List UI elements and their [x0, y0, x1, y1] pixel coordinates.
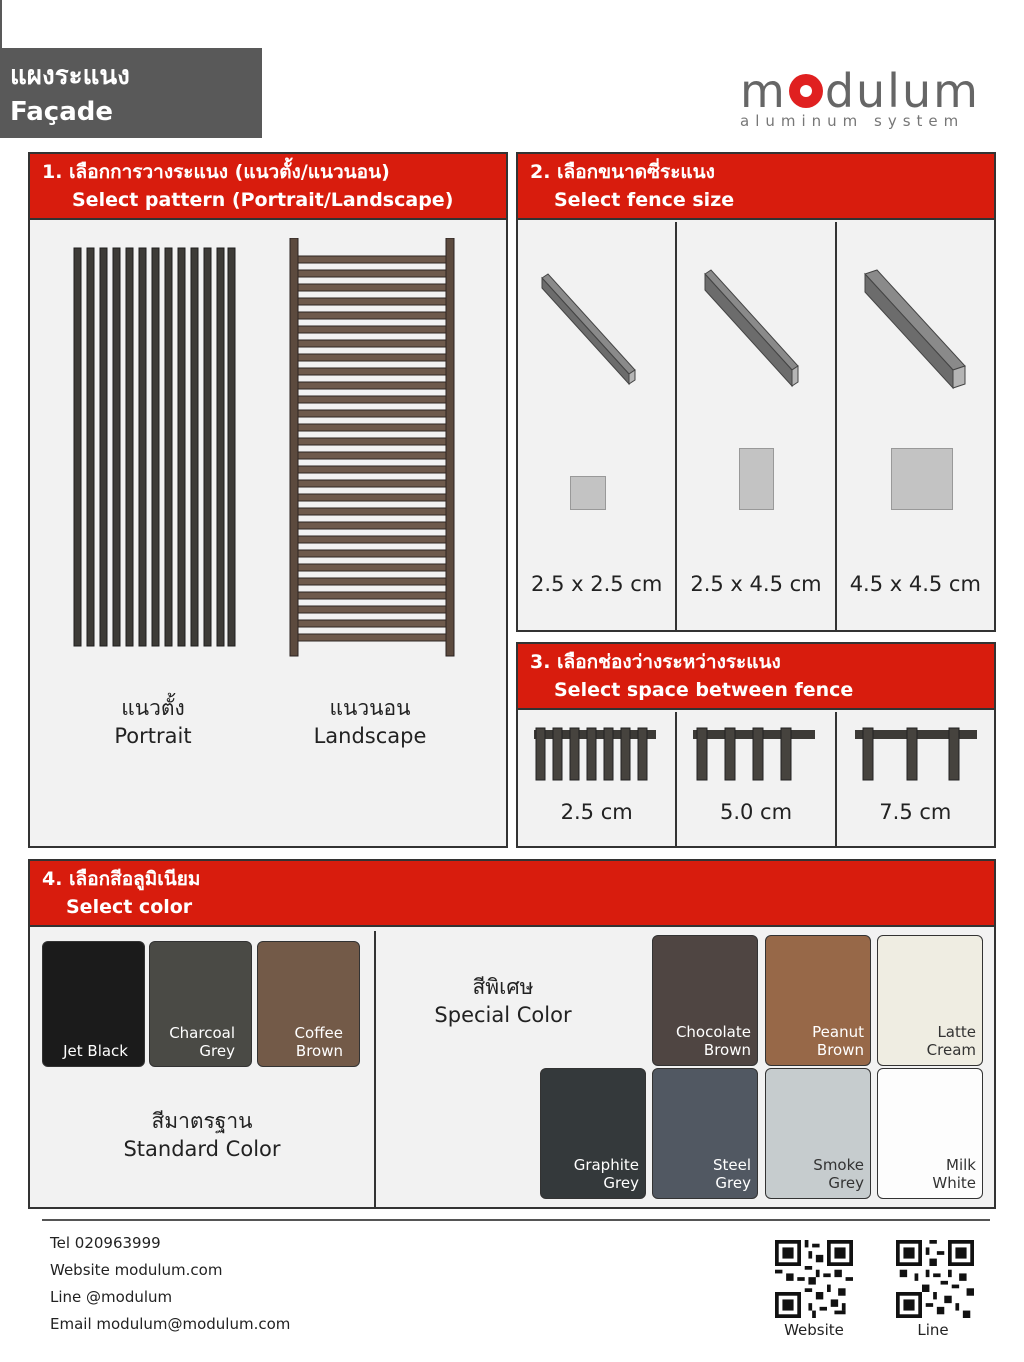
swatch-label-line1: Latte: [937, 1023, 976, 1041]
swatch-label: Jet Black: [63, 1042, 128, 1060]
swatch-label-line1: Charcoal: [169, 1024, 235, 1042]
fence-size-label: 2.5 x 4.5 cm: [690, 572, 822, 596]
swatch-chocolate-brown[interactable]: [652, 935, 758, 1066]
logo-subtitle: aluminum system: [740, 112, 965, 130]
swatch-label-line1: Steel: [712, 1156, 751, 1174]
swatch-peanut-brown[interactable]: [765, 935, 871, 1066]
swatch-label-line1: Chocolate: [675, 1023, 751, 1041]
website-qr-code-icon[interactable]: [775, 1240, 853, 1318]
logo-word-left: m: [740, 64, 787, 118]
website-qr-label: Website: [784, 1321, 844, 1339]
fence-space-5-0-image: [693, 726, 817, 784]
section-pattern: [28, 152, 508, 848]
contact-website[interactable]: Website modulum.com: [50, 1261, 223, 1279]
line-qr-code-icon[interactable]: [896, 1240, 974, 1318]
modulum-logo: [740, 66, 990, 130]
footer-divider: [42, 1219, 990, 1221]
section-fence-space-title-en: Select space between fence: [554, 679, 854, 701]
page-title-en: Façade: [10, 97, 113, 127]
fence-bar-medium-image: [701, 268, 801, 393]
swatch-label-line2: Grey: [828, 1174, 864, 1192]
fence-space-label: 5.0 cm: [719, 800, 793, 824]
standard-color-label-en: Standard Color: [123, 1137, 281, 1161]
landscape-label-th: แนวนอน: [329, 696, 411, 720]
section-color-title-th: 4. เลือกสีอลูมิเนียม: [42, 868, 201, 890]
swatch-graphite-grey[interactable]: [540, 1068, 646, 1199]
swatch-label-line2: Grey: [715, 1174, 751, 1192]
portrait-fence-image[interactable]: [70, 244, 240, 654]
fence-space-2-5-image: [534, 726, 658, 784]
section-fence-space-title-th: 3. เลือกช่องว่างระหว่างระแนง: [530, 651, 781, 673]
swatch-smoke-grey[interactable]: [765, 1068, 871, 1199]
contact-tel[interactable]: Tel 020963999: [50, 1234, 161, 1252]
section-fence-size-header: [518, 154, 994, 220]
portrait-label-en: Portrait: [114, 724, 192, 748]
contact-line[interactable]: Line @modulum: [50, 1288, 173, 1306]
special-color-group: [378, 931, 994, 1209]
swatch-label-line2: Brown: [816, 1041, 864, 1059]
fence-space-option-3[interactable]: [837, 712, 994, 846]
standard-color-label-th: สีมาตรฐาน: [151, 1109, 253, 1133]
swatch-steel-grey[interactable]: [652, 1068, 758, 1199]
section-fence-space-header: [518, 644, 994, 710]
fence-bar-large-image: [861, 268, 971, 393]
fence-size-label: 4.5 x 4.5 cm: [849, 572, 981, 596]
section-fence-size: [516, 152, 996, 632]
swatch-label-line2: White: [932, 1174, 976, 1192]
section-color: [28, 859, 996, 1209]
logo-word-right: dulum: [824, 64, 980, 118]
swatch-label-line1: Milk: [946, 1156, 976, 1174]
section-pattern-title-th: 1. เลือกการวางระแนง (แนวตั้ง/แนวนอน): [42, 161, 390, 183]
fence-section-medium: [739, 448, 774, 510]
section-pattern-header: [30, 154, 506, 220]
landscape-fence-image[interactable]: [288, 238, 463, 660]
swatch-label-line1: Coffee: [294, 1024, 343, 1042]
fence-space-option-1[interactable]: [518, 712, 677, 846]
section-fence-size-title-th: 2. เลือกขนาดซี่ระแนง: [530, 161, 715, 183]
fence-size-option-1[interactable]: [518, 222, 677, 630]
swatch-charcoal-grey[interactable]: [149, 941, 252, 1067]
swatch-label-line2: Grey: [603, 1174, 639, 1192]
contact-email[interactable]: Email modulum@modulum.com: [50, 1315, 291, 1333]
contact-info: [50, 1230, 290, 1338]
fence-size-option-3[interactable]: [837, 222, 994, 630]
swatch-jet-black[interactable]: [42, 941, 145, 1067]
fence-bar-small-image: [538, 272, 638, 387]
swatch-label-line2: Brown: [703, 1041, 751, 1059]
section-color-title-en: Select color: [66, 896, 193, 918]
left-edge-rule: [0, 0, 2, 48]
fence-size-option-2[interactable]: [677, 222, 836, 630]
page-title-tab: [0, 48, 262, 138]
fence-section-small: [570, 476, 606, 510]
swatch-label-line2: Cream: [926, 1041, 976, 1059]
fence-size-label: 2.5 x 2.5 cm: [531, 572, 663, 596]
standard-color-caption: [30, 1107, 374, 1163]
fence-space-7-5-image: [855, 726, 979, 784]
landscape-label-en: Landscape: [313, 724, 427, 748]
swatch-milk-white[interactable]: [877, 1068, 983, 1199]
section-color-header: [30, 861, 994, 927]
logo-dot-icon: [789, 74, 823, 108]
swatch-label-line1: Smoke: [813, 1156, 864, 1174]
swatch-label-line1: Graphite: [573, 1156, 639, 1174]
fence-space-label: 7.5 cm: [879, 800, 952, 824]
standard-color-group: [30, 931, 376, 1209]
line-qr-label: Line: [917, 1321, 949, 1339]
section-pattern-title-en: Select pattern (Portrait/Landscape): [72, 189, 454, 211]
portrait-label-th: แนวตั้ง: [121, 696, 185, 720]
swatch-coffee-brown[interactable]: [257, 941, 360, 1067]
fence-space-option-2[interactable]: [677, 712, 836, 846]
special-color-label-en: Special Color: [434, 1003, 572, 1027]
swatch-label-line2: Grey: [199, 1042, 235, 1060]
swatch-label-line2: Brown: [295, 1042, 343, 1060]
fence-space-label: 2.5 cm: [560, 800, 633, 824]
page-title-th: แผงระแนง: [10, 61, 130, 91]
section-fence-space: [516, 642, 996, 848]
swatch-latte-cream[interactable]: [877, 935, 983, 1066]
section-fence-size-title-en: Select fence size: [554, 189, 735, 211]
special-color-label-th: สีพิเศษ: [472, 975, 534, 999]
special-color-caption: [378, 973, 628, 1029]
swatch-label-line1: Peanut: [812, 1023, 864, 1041]
fence-section-large: [891, 448, 953, 510]
